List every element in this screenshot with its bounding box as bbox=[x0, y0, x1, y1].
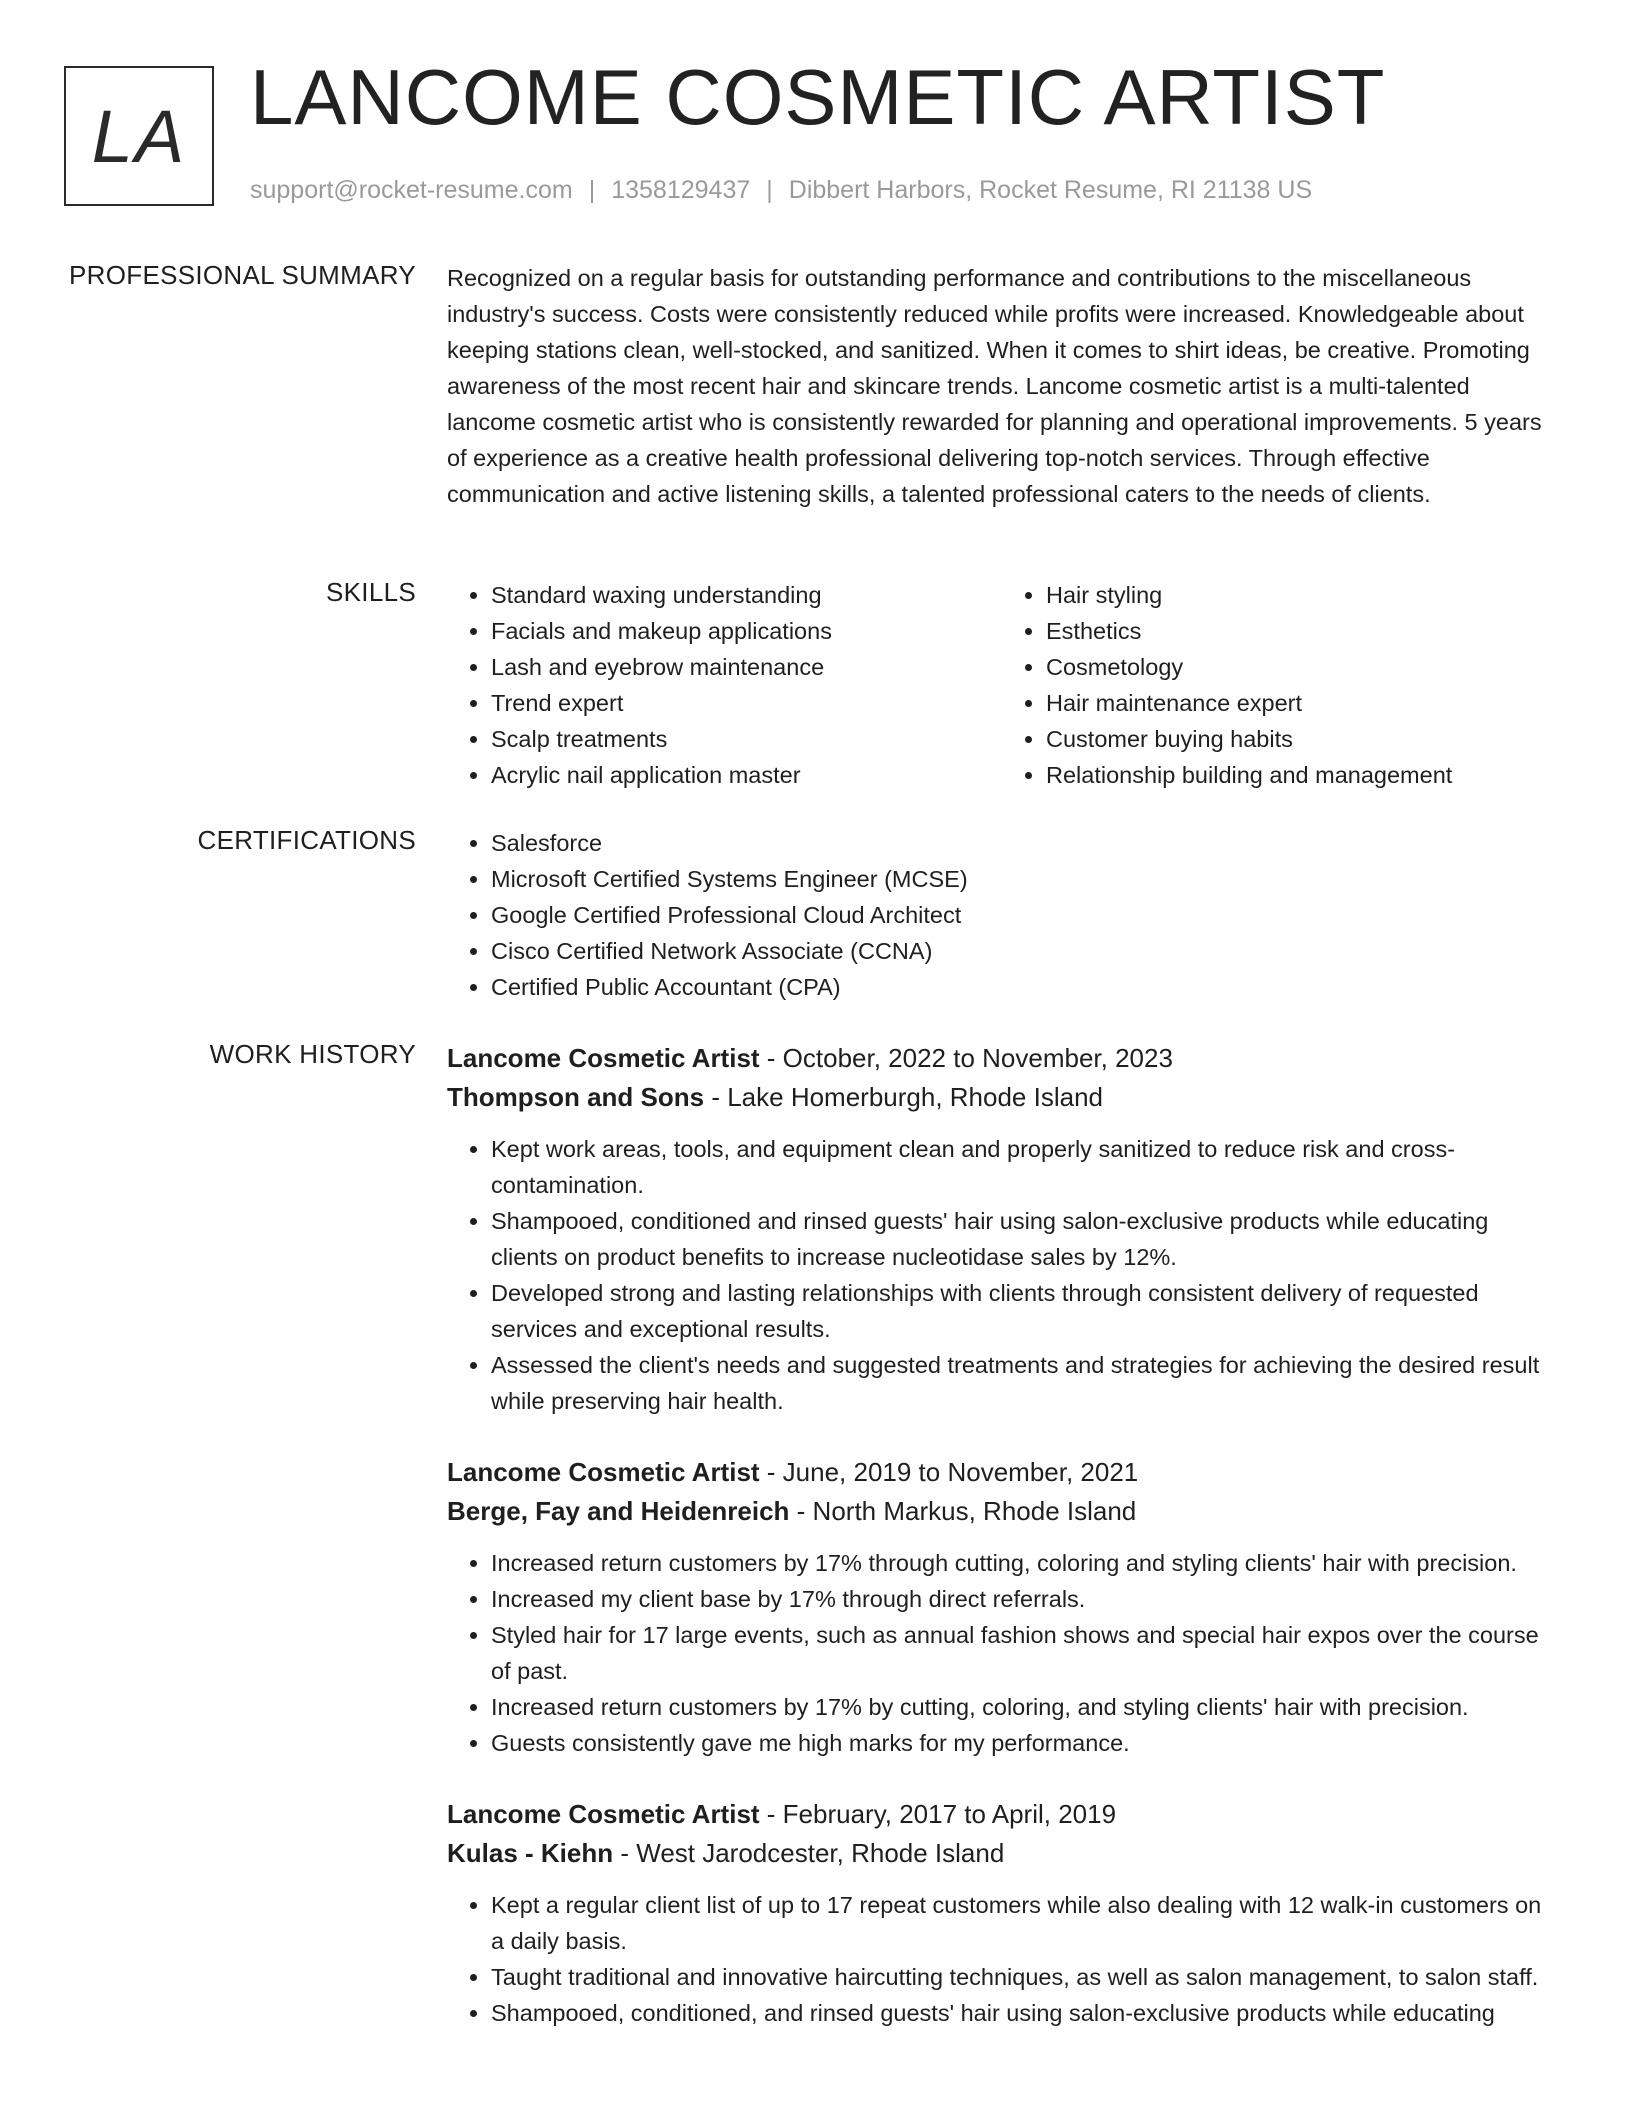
contact-separator: | bbox=[766, 176, 773, 204]
job-bullet: • Shampooed, conditioned and rinsed guests' hair using salon-exclusive products while educating clients on product benefits to increase nucleotidase sales by 12%. bbox=[491, 1203, 1557, 1275]
job-title-line bbox=[447, 1453, 1557, 1492]
job-title: Lancome Cosmetic Artist bbox=[447, 1799, 760, 1829]
job-bullet: • Increased return customers by 17% by cutting, coloring, and styling clients' hair with precision. bbox=[491, 1689, 1557, 1725]
job-location: - West Jarodcester, Rhode Island bbox=[613, 1838, 1005, 1868]
contact-phone[interactable]: 1358129437 bbox=[611, 176, 751, 204]
job-bullet: • Kept a regular client list of up to 17 repeat customers while also dealing with 12 walk-in customers on a daily basis. bbox=[491, 1887, 1557, 1959]
job-title: Lancome Cosmetic Artist bbox=[447, 1457, 760, 1487]
contact-address: Dibbert Harbors, Rocket Resume, RI 21138 US bbox=[788, 176, 1313, 204]
job-bullets bbox=[447, 1545, 1557, 1761]
job-company: Thompson and Sons bbox=[447, 1082, 705, 1112]
job-bullet: • Guests consistently gave me high marks for my performance. bbox=[491, 1725, 1557, 1761]
summary-text: Recognized on a regular basis for outstanding performance and contributions to the miscellaneous industry's success. Costs were consistently reduced while profits were increased. Knowledgeable about keeping stations clean, well-stocked, and sanitized. When it comes to shirt ideas, be creative. Promoting awareness of the most recent hair and skincare trends. Lancome cosmetic artist is a multi-talented lancome cosmetic artist who is consistently rewarded for planning and operational improvements. 5 years of experience as a creative health professional delivering top-notch services. Through effective communication and active listening skills, a talented professional caters to the needs of clients. bbox=[447, 265, 1542, 507]
skill-item: • Standard waxing understanding bbox=[491, 577, 1002, 613]
job-dates: - June, 2019 to November, 2021 bbox=[759, 1457, 1139, 1487]
resume-name: LANCOME COSMETIC ARTIST bbox=[250, 53, 1386, 141]
job-bullet: • Shampooed, conditioned, and rinsed guests' hair using salon-exclusive products while educating bbox=[491, 1995, 1557, 2031]
job-bullet: • Styled hair for 17 large events, such as annual fashion shows and special hair expos over the course of past. bbox=[491, 1617, 1557, 1689]
work-history-body bbox=[447, 1039, 1557, 2065]
skill-item: • Trend expert bbox=[491, 685, 1002, 721]
certifications-list bbox=[447, 825, 1557, 1005]
job-company-line bbox=[447, 1492, 1557, 1531]
job-bullet: • Assessed the client's needs and suggested treatments and strategies for achieving the desired result while preserving hair health. bbox=[491, 1347, 1557, 1419]
job-company-line bbox=[447, 1078, 1557, 1117]
contact-email[interactable]: support@rocket-resume.com bbox=[250, 176, 573, 204]
job-dates: - October, 2022 to November, 2023 bbox=[759, 1043, 1173, 1073]
skill-item: • Cosmetology bbox=[1046, 649, 1557, 685]
certification-item: • Salesforce bbox=[491, 825, 1557, 861]
job-title-line bbox=[447, 1795, 1557, 1834]
certification-item: • Cisco Certified Network Associate (CCNA) bbox=[491, 933, 1557, 969]
job-bullet: • Increased my client base by 17% through direct referrals. bbox=[491, 1581, 1557, 1617]
skill-item: • Lash and eyebrow maintenance bbox=[491, 649, 1002, 685]
monogram-initials: LA bbox=[91, 94, 187, 178]
skills-heading: SKILLS bbox=[326, 577, 416, 607]
job-company: Berge, Fay and Heidenreich bbox=[447, 1496, 790, 1526]
certification-item: • Google Certified Professional Cloud Architect bbox=[491, 897, 1557, 933]
job-bullet: • Increased return customers by 17% through cutting, coloring and styling clients' hair with precision. bbox=[491, 1545, 1557, 1581]
skill-item: • Scalp treatments bbox=[491, 721, 1002, 757]
skill-item: • Acrylic nail application master bbox=[491, 757, 1002, 793]
job-company: Kulas - Kiehn bbox=[447, 1838, 614, 1868]
skills-body bbox=[447, 577, 1557, 793]
job-bullets bbox=[447, 1887, 1557, 2031]
job-company-line bbox=[447, 1834, 1557, 1873]
job-entry bbox=[447, 1453, 1557, 1761]
work-history-heading: WORK HISTORY bbox=[209, 1039, 416, 1069]
job-bullet: • Developed strong and lasting relationships with clients through consistent delivery of requested services and exceptional results. bbox=[491, 1275, 1557, 1347]
job-bullet: • Taught traditional and innovative haircutting techniques, as well as salon management, to salon staff. bbox=[491, 1959, 1557, 1995]
skills-right-list bbox=[1002, 577, 1557, 793]
job-entry bbox=[447, 1039, 1557, 1419]
contact-separator: | bbox=[588, 176, 596, 204]
job-title: Lancome Cosmetic Artist bbox=[447, 1043, 760, 1073]
certifications-heading: CERTIFICATIONS bbox=[197, 825, 416, 855]
skill-item: • Esthetics bbox=[1046, 613, 1557, 649]
skills-grid bbox=[447, 577, 1557, 793]
job-title-line bbox=[447, 1039, 1557, 1078]
contact-line bbox=[250, 176, 1312, 205]
certification-item: • Certified Public Accountant (CPA) bbox=[491, 969, 1557, 1005]
job-dates: - February, 2017 to April, 2019 bbox=[759, 1799, 1117, 1829]
skill-item: • Facials and makeup applications bbox=[491, 613, 1002, 649]
job-bullets bbox=[447, 1131, 1557, 1419]
summary-body bbox=[447, 260, 1557, 512]
skills-left-list bbox=[447, 577, 1002, 793]
job-entry bbox=[447, 1795, 1557, 2031]
skill-item: • Customer buying habits bbox=[1046, 721, 1557, 757]
job-location: - Lake Homerburgh, Rhode Island bbox=[704, 1082, 1103, 1112]
skill-item: • Hair styling bbox=[1046, 577, 1557, 613]
summary-heading: PROFESSIONAL SUMMARY bbox=[69, 260, 416, 290]
skill-item: • Relationship building and management bbox=[1046, 757, 1557, 793]
skill-item: • Hair maintenance expert bbox=[1046, 685, 1557, 721]
monogram-box bbox=[64, 66, 214, 206]
certification-item: • Microsoft Certified Systems Engineer (MCSE) bbox=[491, 861, 1557, 897]
job-location: - North Markus, Rhode Island bbox=[789, 1496, 1137, 1526]
job-bullet: • Kept work areas, tools, and equipment clean and properly sanitized to reduce risk and cross-contamination. bbox=[491, 1131, 1557, 1203]
certifications-body bbox=[447, 825, 1557, 1005]
